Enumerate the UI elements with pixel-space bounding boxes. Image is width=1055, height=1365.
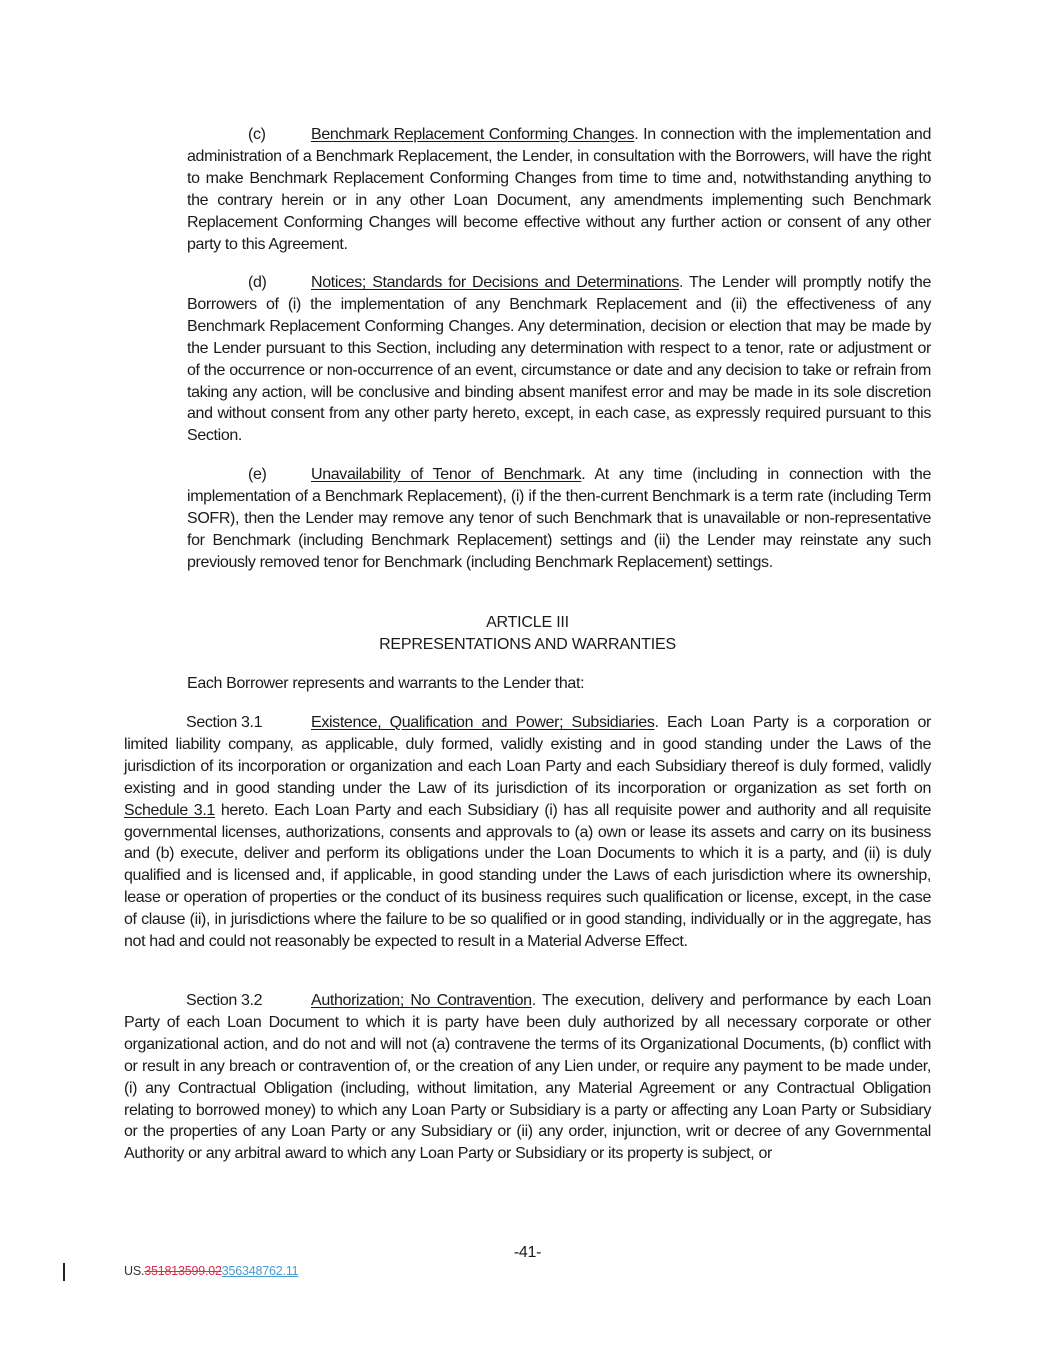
- article-heading: [124, 612, 931, 655]
- paragraph-c: [187, 124, 931, 255]
- section-3-1: [124, 712, 931, 953]
- doc-id-prefix: US.: [124, 1264, 145, 1278]
- schedule-3-1-link[interactable]: Schedule 3.1: [124, 801, 215, 819]
- paragraph-body: . At any time (including in connection with the implementation of a Benchmark Replacement), (i) if the then-current Benchmark is a term rate (including Term SOFR), then the Lender may remove any tenor of such Benchmark that is unavailable or non-representative for Benchmark (including Benchmark Replacement) settings and (ii) the Lender may reinstate any such previously removed tenor for Benchmark (including Benchmark Replacement) settings.: [187, 466, 931, 571]
- paragraph-title: Benchmark Replacement Conforming Changes: [311, 126, 635, 143]
- section-title: Existence, Qualification and Power; Subsidiaries: [311, 714, 655, 731]
- paragraph-label: (e): [248, 466, 267, 483]
- document-id-footer: [124, 1264, 298, 1278]
- paragraph-d: [187, 272, 931, 447]
- section-3-2: [124, 990, 931, 1165]
- change-bar: [63, 1263, 65, 1281]
- inserted-doc-id: 356348762.11: [221, 1264, 299, 1278]
- paragraph-e: [187, 464, 931, 574]
- paragraph-title: Notices; Standards for Decisions and Determinations: [311, 274, 679, 291]
- section-body: . Each Loan Party is a corporation or limited liability company, as applicable, duly formed, validly existing and in good standing under the Laws of the jurisdiction of its incorporation or organization and each Loan Party and each Subsidiary thereof is duly formed, validly existing and in good standing under the Law of its jurisdiction of its incorporation or organization as set forth on: [124, 714, 931, 797]
- section-label: Section 3.2: [186, 992, 263, 1009]
- section-body-continued: hereto. Each Loan Party and each Subsidiary (i) has all requisite power and authority and all requisite governmental licenses, authorizations, consents and approvals to (a) own or lease its assets and carry on its business and (b) execute, deliver and perform its obligations under the Loan Documents to which it is a party, and (ii) is duly qualified and is licensed and, if applicable, in good standing under the Laws of each jurisdiction where its ownership, lease or operation of properties or the conduct of its business requires such qualification or license, except, in the case of clause (ii), in jurisdictions where the failure to be so qualified or in good standing, individually or in the aggregate, has not had and could not reasonably be expected to result in a Material Adverse Effect.: [124, 801, 931, 951]
- section-label: Section 3.1: [186, 714, 263, 731]
- paragraph-body: . The Lender will promptly notify the Borrowers of (i) the implementation of any Benchmark Replacement and (ii) the effectiveness of any Benchmark Replacement Conforming Changes. Any determination, decision or election that may be made by the Lender pursuant to this Section, including any determination with respect to a tenor, rate or adjustment or of the occurrence or non-occurrence of an event, circumstance or date and any decision to take or refrain from taking any action, will be conclusive and binding absent manifest error and may be made in its sole discretion and without consent from any other party hereto, except, in each case, as expressly required pursuant to this Section.: [187, 274, 931, 445]
- paragraph-label: (d): [248, 274, 267, 291]
- paragraph-title: Unavailability of Tenor of Benchmark: [311, 466, 582, 483]
- section-body: . The execution, delivery and performance by each Loan Party of each Loan Document to which it is party have been duly authorized by all necessary corporate or other organizational action, and do not and will not (a) contravene the terms of its Organizational Documents, (b) conflict with or result in any breach or contravention of, or the creation of any Lien under, or require any payment to be made under, (i) any Contractual Obligation (including, without limitation, any Material Agreement or any Contractual Obligation relating to borrowed money) to which any Loan Party or Subsidiary is a party or affecting any Loan Party or Subsidiary or the properties of any Loan Party or any Subsidiary or (ii) any order, injunction, writ or decree of any Governmental Authority or any arbitral award to which any Loan Party or Subsidiary or its property is subject, or: [124, 992, 931, 1163]
- article-number: ARTICLE III: [486, 614, 569, 631]
- deleted-doc-id: 351813599.02: [144, 1264, 222, 1278]
- paragraph-label: (c): [248, 126, 266, 143]
- article-title: REPRESENTATIONS AND WARRANTIES: [379, 635, 676, 653]
- paragraph-body: . In connection with the implementation and administration of a Benchmark Replacement, the Lender, in consultation with the Borrowers, will have the right to make Benchmark Replacement Conforming Changes from time to time and, notwithstanding anything to the contrary herein or in any other Loan Document, any amendments implementing such Benchmark Replacement Conforming Changes will become effective without any further action or consent of any other party to this Agreement.: [187, 126, 931, 253]
- page-number: -41-: [513, 1244, 542, 1261]
- article-intro: Each Borrower represents and warrants to the Lender that:: [187, 675, 585, 692]
- section-title: Authorization; No Contravention: [311, 992, 532, 1009]
